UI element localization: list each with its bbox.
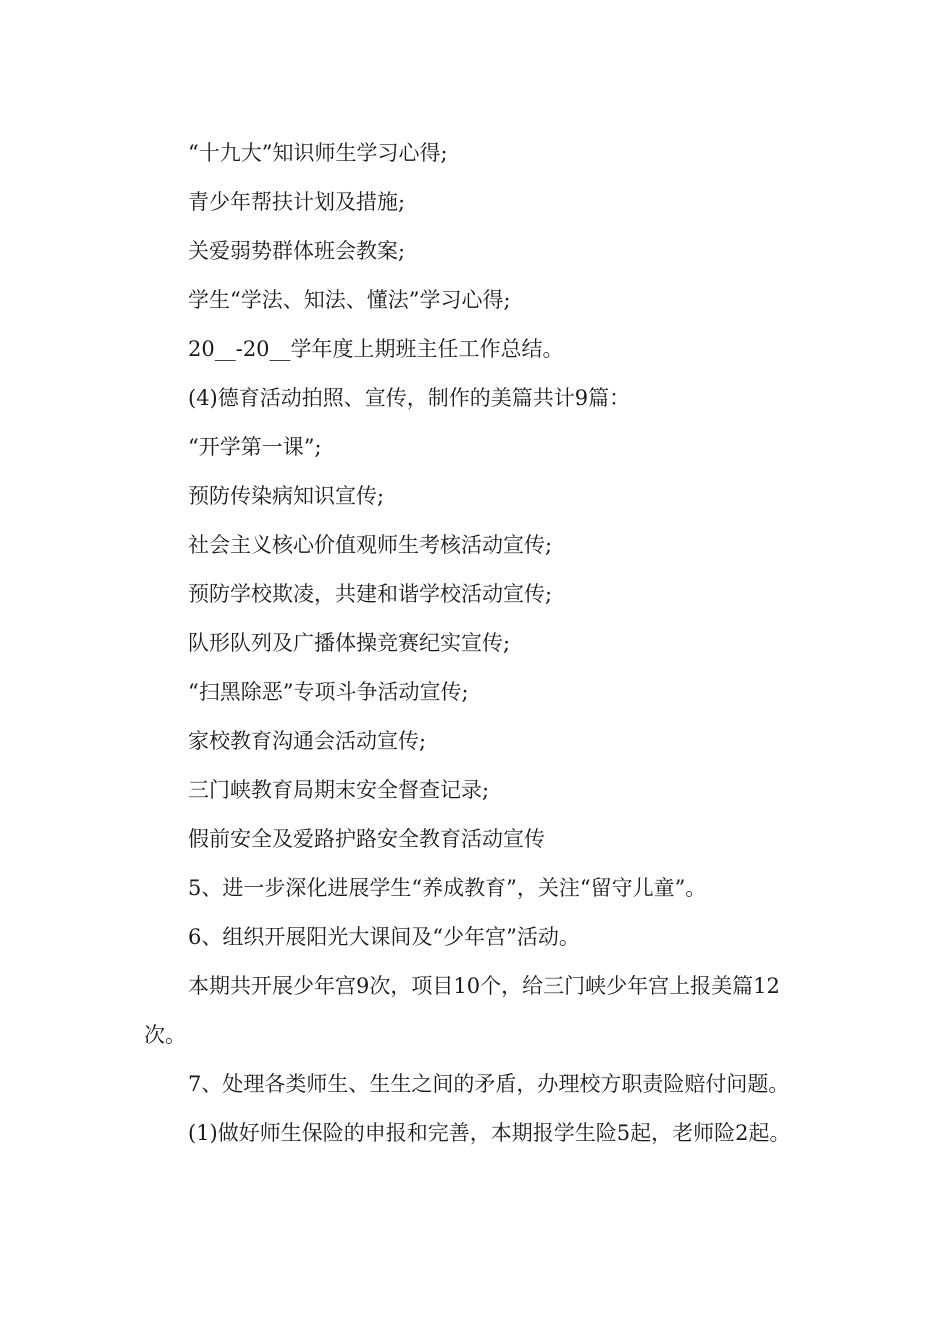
paragraph: 家校教育沟通会活动宣传;: [188, 729, 427, 753]
paragraph: 7、处理各类师生、生生之间的矛盾，办理校方职责险赔付问题。: [188, 1072, 790, 1096]
paragraph: “十九大”知识师生学习心得;: [188, 141, 448, 165]
paragraph: 青少年帮扶计划及措施;: [188, 190, 406, 214]
paragraph: 预防传染病知识宣传;: [188, 484, 385, 508]
paragraph: 三门峡教育局期末安全督查记录;: [188, 778, 490, 802]
paragraph: “扫黑除恶”专项斗争活动宣传;: [188, 680, 469, 704]
paragraph: 20__-20__学年度上期班主任工作总结。: [188, 337, 564, 361]
paragraph: (1)做好师生保险的申报和完善，本期报学生险5起，老师险2起。: [188, 1121, 791, 1145]
paragraph: 社会主义核心价值观师生考核活动宣传;: [188, 533, 553, 557]
paragraph: 关爱弱势群体班会教案;: [188, 239, 406, 263]
paragraph: 本期共开展少年宫9次，项目10个，给三门峡少年宫上报美篇12次。: [144, 974, 780, 1047]
document-body: [144, 129, 810, 1158]
paragraph: 假前安全及爱路护路安全教育活动宣传: [188, 827, 545, 851]
paragraph: (4)德育活动拍照、宣传，制作的美篇共计9篇：: [188, 386, 631, 410]
paragraph: “开学第一课”;: [188, 435, 322, 459]
paragraph: 学生“学法、知法、懂法”学习心得;: [188, 288, 511, 312]
paragraph: 5、进一步深化进展学生“养成教育”，关注“留守儿童”。: [188, 876, 707, 900]
paragraph: 预防学校欺凌，共建和谐学校活动宣传;: [188, 582, 553, 606]
paragraph: 6、组织开展阳光大课间及“少年宫”活动。: [188, 925, 580, 949]
paragraph: 队形队列及广播体操竞赛纪实宣传;: [188, 631, 511, 655]
